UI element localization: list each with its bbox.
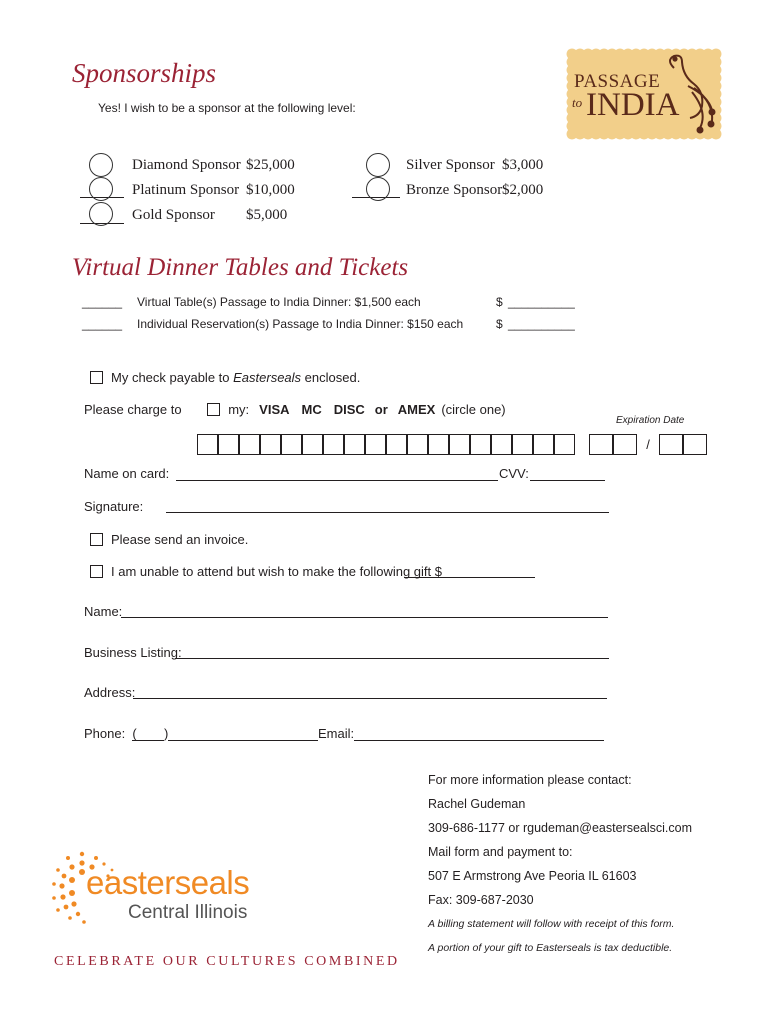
ticket-individual-label: Individual Reservation(s) Passage to India Dinner: $150 each <box>137 317 464 331</box>
card-digit-box[interactable] <box>239 434 260 455</box>
name-field[interactable] <box>121 617 608 618</box>
signature-field[interactable] <box>166 512 609 513</box>
card-amex[interactable]: AMEX <box>397 402 436 417</box>
name-label: Name: <box>84 604 123 619</box>
address-label: Address: <box>84 685 136 700</box>
phone-number-field[interactable] <box>168 740 318 741</box>
diamond-sponsor-radio[interactable] <box>89 153 113 177</box>
card-digit-box[interactable] <box>533 434 554 455</box>
email-label: Email: <box>318 726 355 741</box>
card-visa[interactable]: VISA <box>259 402 290 417</box>
card-digit-box[interactable] <box>554 434 575 455</box>
expiration-field <box>589 434 707 455</box>
invoice-label: Please send an invoice. <box>111 532 249 547</box>
exp-slash: / <box>646 437 650 452</box>
ticket-row-table <box>82 295 602 311</box>
signature-label: Signature: <box>84 499 144 514</box>
card-or: or <box>374 402 388 417</box>
cvv-field[interactable] <box>530 480 605 481</box>
tagline: CELEBRATE OUR CULTURES COMBINED <box>54 954 400 969</box>
card-digit-box[interactable] <box>491 434 512 455</box>
contact-info <box>428 768 692 960</box>
card-digit-box[interactable] <box>344 434 365 455</box>
exp-year-box[interactable] <box>659 434 683 455</box>
cvv-label: CVV: <box>499 466 529 481</box>
check-prefix: My check payable to <box>111 370 234 385</box>
check-easterseals: Easterseals <box>233 370 302 385</box>
invoice-row <box>90 532 248 547</box>
card-digit-box[interactable] <box>365 434 386 455</box>
bronze-sponsor-amount: $2,000 <box>502 182 544 198</box>
circle-one-note: (circle one) <box>441 402 506 417</box>
phone-area-code-field[interactable] <box>132 740 164 741</box>
logo-line-passage: PASSAGE <box>574 71 661 92</box>
sponsorships-title: Sponsorships <box>72 58 217 88</box>
tickets-title: Virtual Dinner Tables and Tickets <box>72 254 409 281</box>
name-on-card-field[interactable] <box>176 480 498 481</box>
card-digit-box[interactable] <box>449 434 470 455</box>
platinum-sponsor-radio[interactable] <box>89 177 113 201</box>
tax-note: A portion of your gift to Easterseals is tax deductible. <box>428 942 673 954</box>
ticket-row-individual <box>82 317 602 333</box>
invoice-checkbox[interactable] <box>90 533 103 546</box>
card-digit-box[interactable] <box>512 434 533 455</box>
exp-month-box[interactable] <box>589 434 613 455</box>
easterseals-wordmark: easterseals <box>86 864 250 901</box>
check-enclosed-checkbox[interactable] <box>90 371 103 384</box>
contact-heading: For more information please contact: <box>428 773 632 787</box>
platinum-sponsor-label: Platinum Sponsor <box>132 182 240 198</box>
silver-sponsor-amount: $3,000 <box>502 157 544 173</box>
sponsorships-intro: Yes! I wish to be a sponsor at the following level: <box>98 101 356 115</box>
ticket-individual-dollar: $ <box>496 317 503 331</box>
email-field[interactable] <box>354 740 604 741</box>
gold-sponsor-amount: $5,000 <box>246 207 288 223</box>
billing-note: A billing statement will follow with receipt of this form. <box>428 918 675 930</box>
name-on-card-label: Name on card: <box>84 466 170 481</box>
exp-month-box[interactable] <box>613 434 637 455</box>
card-digit-box[interactable] <box>386 434 407 455</box>
card-digit-box[interactable] <box>428 434 449 455</box>
business-listing-label: Business Listing: <box>84 645 182 660</box>
silver-sponsor-radio[interactable] <box>366 153 390 177</box>
card-disc[interactable]: DISC <box>333 402 365 417</box>
bronze-sponsor-radio[interactable] <box>366 177 390 201</box>
charge-row <box>84 402 506 417</box>
ticket-table-label: Virtual Table(s) Passage to India Dinner: $1,500 each <box>137 295 421 309</box>
card-digit-box[interactable] <box>197 434 218 455</box>
ticket-table-amount-blank[interactable]: __________ <box>508 295 575 309</box>
contact-phone-email[interactable]: 309-686-1177 or rgudeman@eastersealsci.com <box>428 821 692 835</box>
silver-sponsor-label: Silver Sponsor <box>406 157 495 173</box>
card-digit-box[interactable] <box>218 434 239 455</box>
card-number-field[interactable] <box>197 434 575 455</box>
ticket-table-dollar: $ <box>496 295 503 309</box>
ticket-table-qty-blank[interactable]: ______ <box>82 295 123 309</box>
ticket-individual-amount-blank[interactable]: __________ <box>508 317 575 331</box>
address-field[interactable] <box>133 698 607 699</box>
check-suffix: enclosed. <box>301 370 361 385</box>
card-digit-box[interactable] <box>323 434 344 455</box>
contact-person: Rachel Gudeman <box>428 797 526 811</box>
exp-year-box[interactable] <box>683 434 707 455</box>
easterseals-logo <box>48 848 278 928</box>
bronze-sponsor-label: Bronze Sponsor <box>406 182 503 198</box>
card-digit-box[interactable] <box>260 434 281 455</box>
ticket-individual-qty-blank[interactable]: ______ <box>82 317 123 331</box>
card-digit-box[interactable] <box>407 434 428 455</box>
logo-line-india: INDIA <box>586 87 680 123</box>
my-label: my: <box>228 402 250 417</box>
gold-sponsor-label: Gold Sponsor <box>132 207 215 223</box>
phone-paren-close: ) <box>164 726 169 741</box>
gift-amount-field[interactable] <box>404 577 535 578</box>
gold-sponsor-radio[interactable] <box>89 202 113 226</box>
expiration-label: Expiration Date <box>616 415 685 426</box>
card-mc[interactable]: MC <box>301 402 322 417</box>
passage-to-india-logo <box>562 46 724 142</box>
fax-number: Fax: 309-687-2030 <box>428 893 534 907</box>
diamond-sponsor-amount: $25,000 <box>246 157 295 173</box>
business-listing-field[interactable] <box>175 658 609 659</box>
easterseals-region: Central Illinois <box>128 902 248 923</box>
gift-checkbox[interactable] <box>90 565 103 578</box>
gift-label: I am unable to attend but wish to make the following gift $ <box>111 564 442 579</box>
gift-row <box>90 564 442 579</box>
card-digit-box[interactable] <box>470 434 491 455</box>
mail-address: 507 E Armstrong Ave Peoria IL 61603 <box>428 869 637 883</box>
card-digit-box[interactable] <box>281 434 302 455</box>
charge-card-checkbox[interactable] <box>207 403 220 416</box>
phone-label: Phone: ( <box>84 726 137 741</box>
logo-to: to <box>572 95 583 110</box>
mail-heading: Mail form and payment to: <box>428 845 573 859</box>
check-enclosed-row <box>90 370 360 385</box>
platinum-sponsor-amount: $10,000 <box>246 182 295 198</box>
charge-label: Please charge to <box>84 402 182 417</box>
card-digit-box[interactable] <box>302 434 323 455</box>
diamond-sponsor-label: Diamond Sponsor <box>132 157 241 173</box>
